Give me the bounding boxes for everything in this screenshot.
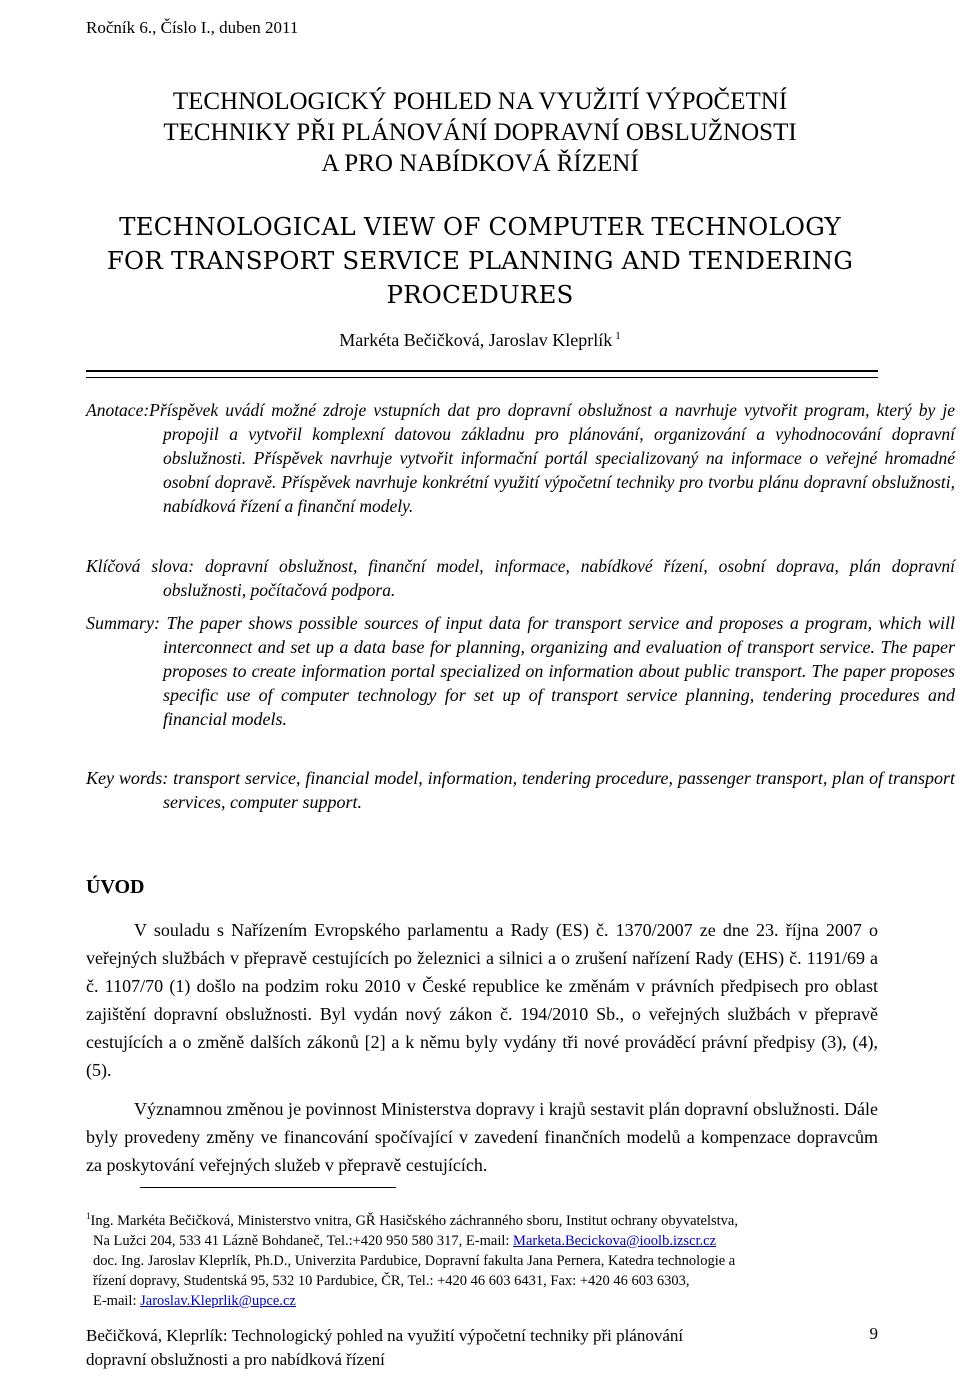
summary-text: The paper shows possible sources of input data for transport service and proposes a program, which will interconnect and set up a data base for planning, organizing and evaluation of transport service. The paper proposes to create information portal specialized on information about public transport. The paper proposes specific use of computer technology for set up of transport service planning, tendering procedures and financial models. <box>163 613 956 729</box>
keywords-text: dopravní obslužnost, finanční model, informace, nabídkové řízení, osobní doprava, plán dopravní obslužnosti, počítačová podpora. <box>163 556 955 600</box>
abstract-label: Anotace: <box>86 400 150 420</box>
title-english-line: TECHNOLOGICAL VIEW OF COMPUTER TECHNOLOGY <box>119 212 841 241</box>
footnote-line <box>86 1206 878 1231</box>
footer-line: Bečičková, Kleprlík: Technologický pohled na využití výpočetní techniky při plánování <box>86 1326 684 1345</box>
abstract-text: Příspěvek uvádí možné zdroje vstupních dat pro dopravní obslužnost a navrhuje vytvořit program, který by je propojil a vytvořil komplexní datovou základnu pro plánování, organizování a vyhodnocování dopravní obslužnosti. Příspěvek navrhuje vytvořit informační portál specializovaný na informace o veřejné hromadné osobní dopravě. Příspěvek navrhuje konkrétní využití výpočetní techniky pro tvorbu plánu dopravní obslužnosti, nabídková řízení a finanční modely. <box>149 400 955 516</box>
email-link[interactable]: Jaroslav.Kleprlik@upce.cz <box>140 1292 296 1309</box>
title-divider-thin <box>86 377 878 378</box>
footnote-text: řízení dopravy, Studentská 95, 532 10 Pardubice, ČR, Tel.: +420 46 603 6431, Fax: +420 46 603 6303, <box>93 1272 690 1289</box>
title-divider-thick <box>86 370 878 372</box>
author-footnote-mark: 1 <box>615 330 621 342</box>
footnote-mark: 1 <box>86 1211 91 1221</box>
section-heading: ÚVOD <box>86 876 145 898</box>
keywords-czech <box>86 554 955 602</box>
journal-issue-header: Ročník 6., Číslo I., duben 2011 <box>86 18 299 37</box>
footnote-text: E-mail: <box>93 1292 141 1309</box>
keywords-label: Klíčová slova: <box>86 556 195 576</box>
body-paragraph: V souladu s Nařízením Evropského parlamentu a Rady (ES) č. 1370/2007 ze dne 23. října 2007 o veřejných službách v přepravě cestujících po železnici a silnici a o zrušení nařízení Rady (EHS) č. 1191/69 a č. 1107/70 (1) došlo na podzim roku 2010 v České republice ke změnám v právních předpisech pro oblast zajištění dopravní obslužnosti. Byl vydán nový zákon č. 194/2010 Sb., o veřejných službách v přepravě cestujících a o změně dalších zákonů [2] a k němu byly vydány tři nové prováděcí právní předpisy (3), (4), (5). <box>86 920 878 1080</box>
authors <box>0 330 960 351</box>
title-czech-line: TECHNIKY PŘI PLÁNOVÁNÍ DOPRAVNÍ OBSLUŽNOSTI <box>163 119 797 146</box>
footnote-divider <box>140 1187 396 1188</box>
title-czech-line: TECHNOLOGICKÝ POHLED NA VYUŽITÍ VÝPOČETNÍ <box>172 88 788 115</box>
title-english-line: FOR TRANSPORT SERVICE PLANNING AND TENDERING <box>106 246 854 275</box>
keywords-en-label: Key words: <box>86 768 169 788</box>
page-number: 9 <box>869 1324 878 1343</box>
footnote-text: doc. Ing. Jaroslav Kleprlík, Ph.D., Univerzita Pardubice, Dopravní fakulta Jana Pernera, Katedra technologie a <box>93 1252 736 1269</box>
title-english-line: PROCEDURES <box>386 280 574 309</box>
abstract-czech <box>86 398 955 518</box>
title-english <box>0 210 960 312</box>
summary-english <box>86 611 955 731</box>
author-names: Markéta Bečičková, Jaroslav Kleprlík <box>339 330 613 350</box>
footnote <box>86 1206 878 1311</box>
footnote-line <box>86 1291 878 1311</box>
body-paragraph: Významnou změnou je povinnost Ministerstva dopravy i krajů sestavit plán dopravní obslužnosti. Dále byly provedeny změny ve financování spočívající v zavedení finančních modelů a kompenzace dopravcům za poskytování veřejných služeb v přepravě cestujících. <box>86 1099 878 1175</box>
footer-line: dopravní obslužnosti a pro nabídková řízení <box>86 1350 385 1369</box>
footnote-line <box>86 1231 878 1251</box>
title-czech-line: A PRO NABÍDKOVÁ ŘÍZENÍ <box>321 150 639 177</box>
title-czech <box>0 86 960 179</box>
keywords-en-text: transport service, financial model, information, tendering procedure, passenger transport, plan of transport services, computer support. <box>163 768 955 812</box>
footnote-text: Na Lužci 204, 533 41 Lázně Bohdaneč, Tel.:+420 950 580 317, E-mail: <box>93 1232 514 1249</box>
footnote-text: Ing. Markéta Bečičková, Ministerstvo vnitra, GŘ Hasičského záchranného sboru, Institut ochrany obyvatelstva, <box>90 1212 738 1229</box>
email-link[interactable]: Marketa.Becickova@ioolb.izscr.cz <box>513 1232 717 1249</box>
summary-label: Summary: <box>86 613 160 633</box>
keywords-english <box>86 766 955 814</box>
page-footer <box>86 1324 878 1372</box>
